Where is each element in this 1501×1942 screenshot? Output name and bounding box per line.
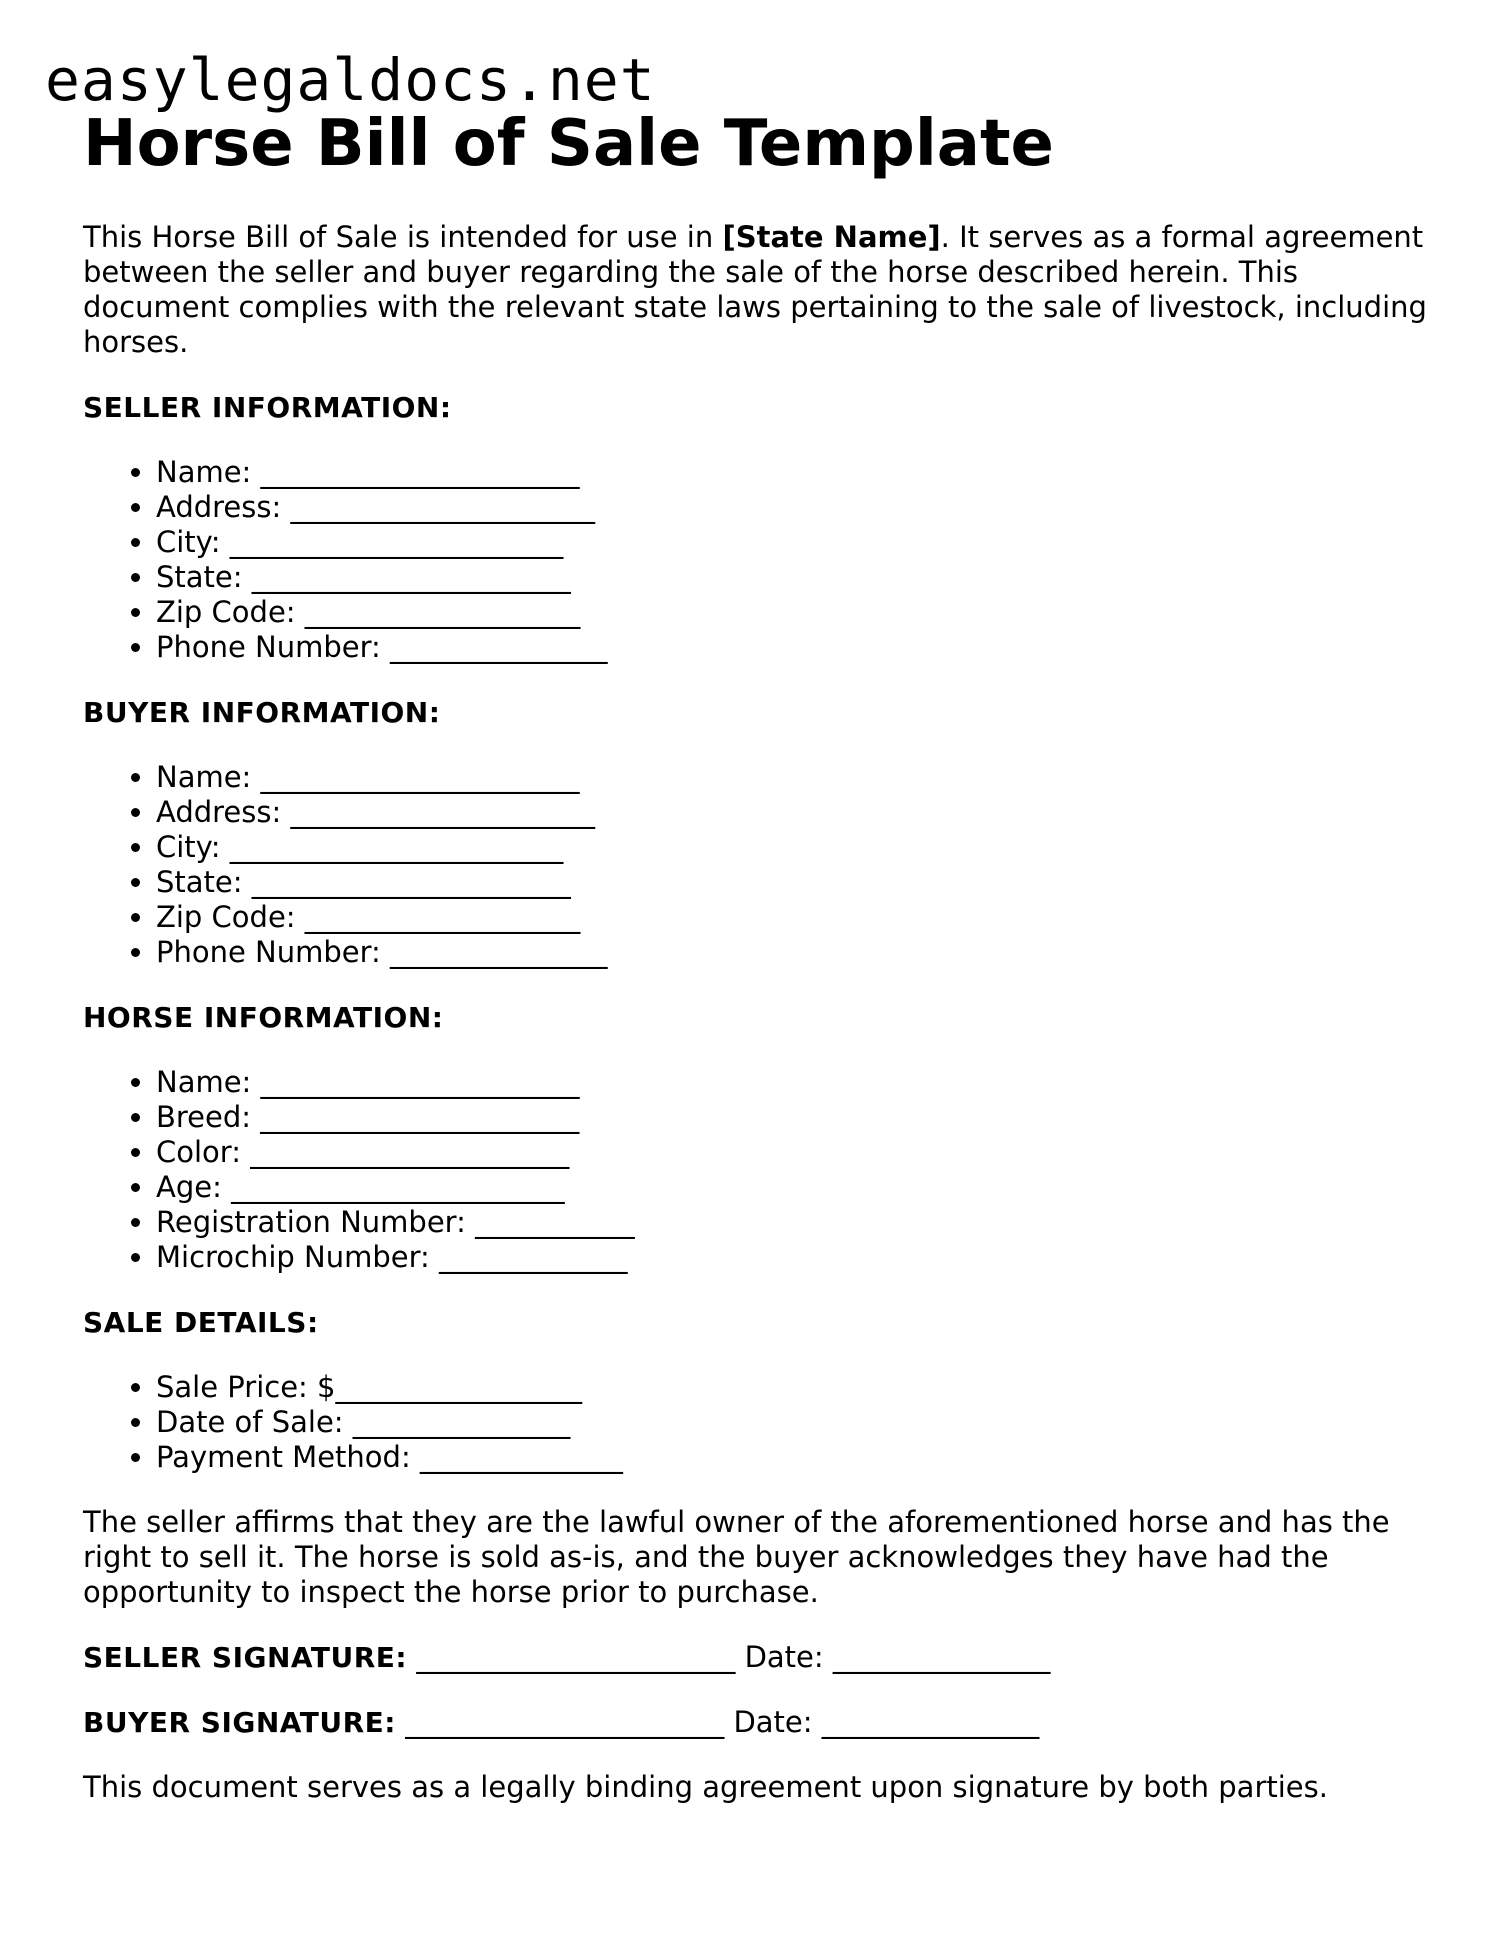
horse-color-field: • Color: ______________________ (156, 1135, 1443, 1170)
horse-age-field: • Age: _______________________ (156, 1170, 1443, 1205)
seller-information-list (83, 455, 1443, 665)
state-name-placeholder: [State Name] (722, 220, 941, 254)
seller-signature-blanks: ______________________ Date: _______________ (407, 1640, 1051, 1674)
horse-name-field: • Name: ______________________ (156, 1065, 1443, 1100)
buyer-name-field: • Name: ______________________ (156, 760, 1443, 795)
sale-details-heading: SALE DETAILS: (83, 1306, 319, 1339)
horse-registration-field: • Registration Number: ___________ (156, 1205, 1443, 1240)
intro-paragraph (83, 220, 1443, 360)
seller-zip-field: • Zip Code: ___________________ (156, 595, 1443, 630)
buyer-phone-field: • Phone Number: _______________ (156, 935, 1443, 970)
buyer-information-list (83, 760, 1443, 970)
seller-information-heading: SELLER INFORMATION: (83, 391, 452, 424)
buyer-signature-blanks: ______________________ Date: _______________ (396, 1705, 1040, 1739)
buyer-zip-field: • Zip Code: ___________________ (156, 900, 1443, 935)
seller-signature-label: SELLER SIGNATURE: (83, 1641, 408, 1674)
sale-details-list (83, 1370, 1443, 1475)
buyer-signature-label: BUYER SIGNATURE: (83, 1706, 397, 1739)
buyer-information-heading: BUYER INFORMATION: (83, 696, 441, 729)
seller-city-field: • City: _______________________ (156, 525, 1443, 560)
horse-breed-field: • Breed: ______________________ (156, 1100, 1443, 1135)
seller-name-field: • Name: ______________________ (156, 455, 1443, 490)
seller-state-field: • State: ______________________ (156, 560, 1443, 595)
sale-date-field: • Date of Sale: _______________ (156, 1405, 1443, 1440)
payment-method-field: • Payment Method: ______________ (156, 1440, 1443, 1475)
horse-information-list (83, 1065, 1443, 1275)
document-body (83, 106, 1443, 1805)
buyer-state-field: • State: ______________________ (156, 865, 1443, 900)
horse-information-heading: HORSE INFORMATION: (83, 1001, 444, 1034)
seller-affirmation-paragraph: The seller affirms that they are the lawful owner of the aforementioned horse and has the right to sell it. The horse is sold as-is, and the buyer acknowledges they have had the opportunity to inspect the horse prior to purchase. (83, 1505, 1390, 1609)
site-watermark: easylegaldocs.net (45, 46, 656, 114)
buyer-signature-line (83, 1705, 1443, 1740)
intro-text-end: . It serves as a formal agreement between the seller and buyer regarding the sale of the horse described herein. This document complies with the relevant state laws pertaining to the sale of livestock, including horses. (83, 220, 1427, 359)
seller-address-field: • Address: _____________________ (156, 490, 1443, 525)
seller-signature-line (83, 1640, 1443, 1675)
intro-text-start: This Horse Bill of Sale is intended for use in (83, 220, 723, 254)
document-title: Horse Bill of Sale Template (83, 107, 1054, 181)
buyer-address-field: • Address: _____________________ (156, 795, 1443, 830)
buyer-city-field: • City: _______________________ (156, 830, 1443, 865)
seller-phone-field: • Phone Number: _______________ (156, 630, 1443, 665)
sale-price-field: • Sale Price: $_________________ (156, 1370, 1443, 1405)
horse-microchip-field: • Microchip Number: _____________ (156, 1240, 1443, 1275)
closing-statement: This document serves as a legally binding agreement upon signature by both parties. (83, 1770, 1328, 1804)
